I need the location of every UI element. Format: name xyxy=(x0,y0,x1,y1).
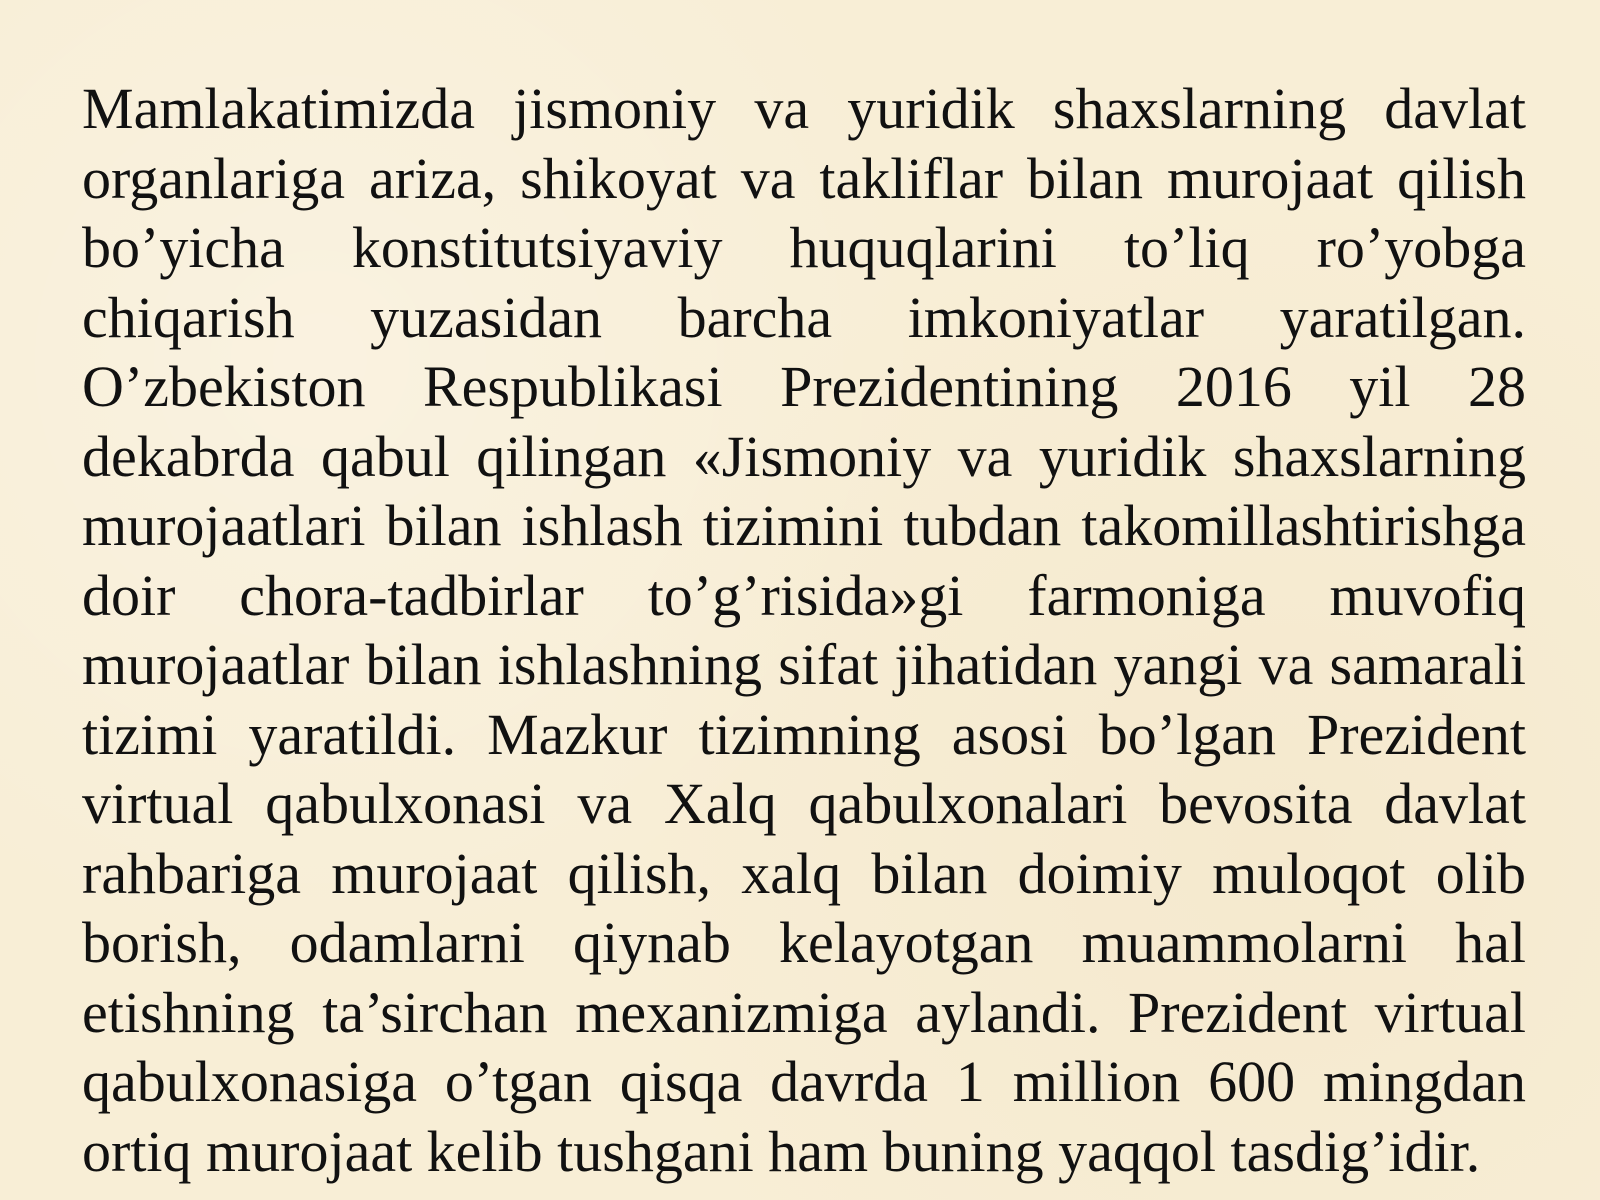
body-paragraph: Mamlakatimizda jismoniy va yuridik shaxslarning davlat organlariga ariza, shikoyat va takliflar bilan murojaat qilish bo’yicha konstitutsiyaviy huquqlarini to’liq ro’yobga chiqarish yuzasidan barcha imkoniyatlar yaratilgan. O’zbekiston Respublikasi Prezidentining 2016 yil 28 dekabrda qabul qilingan «Jismoniy va yuridik shaxslarning murojaatlari bilan ishlash tizimini tubdan takomillashtirishga doir chora-tadbirlar to’g’risida»gi farmoniga muvofiq murojaatlar bilan ishlashning sifat jihatidan yangi va samarali tizimi yaratildi. Mazkur tizimning asosi bo’lgan Prezident virtual qabulxonasi va Xalq qabulxonalari bevosita davlat rahbariga murojaat qilish, xalq bilan doimiy muloqot olib borish, odamlarni qiynab kelayotgan muammolarni hal etishning ta’sirchan mexanizmiga aylandi. Prezident virtual qabulxonasiga o’tgan qisqa davrda 1 million 600 mingdan ortiq murojaat kelib tushgani ham buning yaqqol tasdig’idir. xyxy=(82,76,1526,1184)
